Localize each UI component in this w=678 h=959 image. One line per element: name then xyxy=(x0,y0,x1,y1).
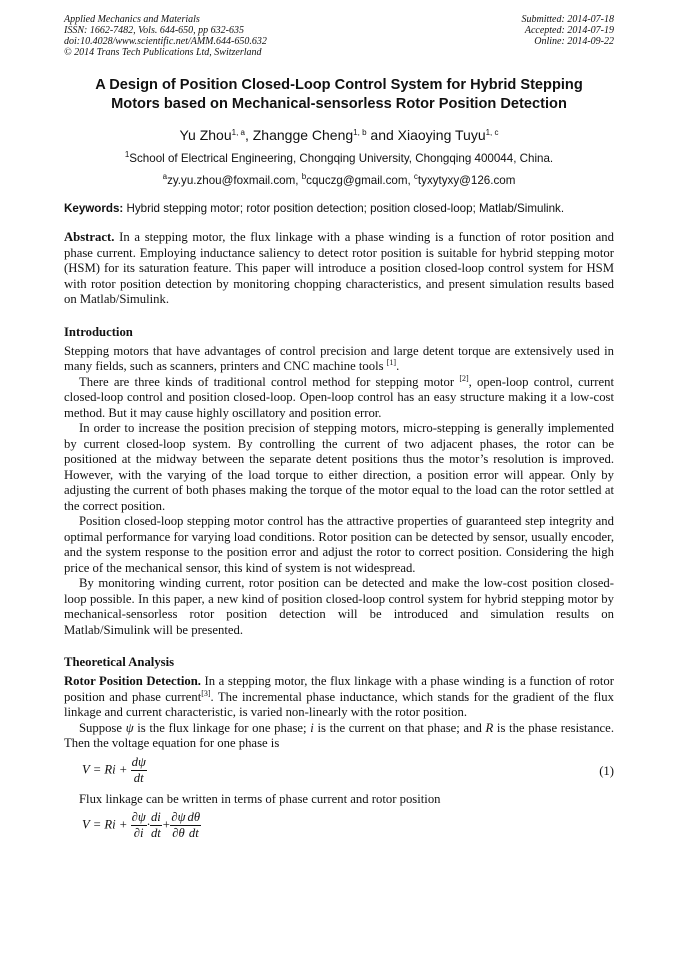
fraction-denominator: ∂θ xyxy=(172,826,185,840)
paragraph-text: Stepping motors that have advantages of control precision and large detent torque are extensively used in many fields, such as scanners, printers and CNC machine tools xyxy=(64,343,614,373)
email-mark: a xyxy=(162,172,168,181)
paragraph-text: , open-loop control, current closed-loop control and position closed-loop. Open-loop control has an easy structure making it a low-cost method. But it may cause highly oscillatory and position error. xyxy=(64,374,614,420)
citation[interactable]: [1] xyxy=(386,358,397,367)
accepted-date: Accepted: 2014-07-19 xyxy=(524,25,614,36)
author-separator: , xyxy=(244,127,253,143)
author-emails xyxy=(64,174,614,187)
journal-name: Applied Mechanics and Materials xyxy=(64,14,200,25)
keywords xyxy=(64,202,614,215)
fraction xyxy=(170,810,186,841)
paragraph-text: There are three kinds of traditional control method for stepping motor xyxy=(79,374,460,389)
author-name: Zhangge Cheng xyxy=(252,127,354,143)
symbol: i xyxy=(310,720,314,735)
paragraph-text: is the current on that phase; and xyxy=(313,720,486,735)
abstract-text: In a stepping motor, the flux linkage with a phase winding is a function of rotor position and phase current. Employing inductance saliency to detect rotor position is suitable for hybrid stepping motor (HSM) for its saturation feature. This paper will introduce a position closed-loop control system for HSM with rotor position detection by monitoring chopping characteristics, and present simulation results based on Matlab/Simulink. xyxy=(64,230,614,306)
equation-2 xyxy=(64,807,614,847)
fraction-numerator: dθ xyxy=(187,810,201,824)
affiliation xyxy=(64,152,614,165)
title-line-1: A Design of Position Closed-Loop Control System for Hybrid Stepping xyxy=(95,77,583,93)
author-affil-mark: 1, c xyxy=(485,128,499,137)
paragraph xyxy=(64,721,614,752)
fraction-numerator: ∂ψ xyxy=(171,810,186,824)
operator: + xyxy=(161,817,171,832)
author-name: Xiaoying Tuyu xyxy=(397,127,486,143)
author-separator: and xyxy=(366,127,398,143)
operator: · xyxy=(146,817,150,832)
paragraph-text: . xyxy=(396,359,400,373)
email-link[interactable]: zy.yu.zhou@foxmail.com, xyxy=(167,174,302,187)
fraction-numerator: dψ xyxy=(131,754,146,769)
equation-number: (1) xyxy=(599,763,614,778)
fraction-numerator: ∂ψ xyxy=(131,810,146,824)
email-mark: c xyxy=(413,172,418,181)
paper-page xyxy=(64,14,614,847)
email-link[interactable]: cquczg@gmail.com, xyxy=(306,174,414,187)
publication-dates xyxy=(522,14,615,58)
author-name: Yu Zhou xyxy=(179,127,232,143)
citation[interactable]: [3] xyxy=(201,688,211,698)
fraction-numerator: di xyxy=(150,810,161,824)
affiliation-mark: 1 xyxy=(124,150,130,159)
fraction xyxy=(150,810,162,841)
fraction-denominator: ∂i xyxy=(133,826,144,840)
paragraph-text: Suppose xyxy=(79,720,126,735)
paragraph: In order to increase the position precision of stepping motors, micro-stepping is generally implemented by current closed-loop system. By controlling the current of two adjacent phases, the rotor can be positioned at the midway between the separate detent positions thus the motor’s resolution is improved. However, with the varying of the load torque to either direction, a position error will appear. Only by adjusting the current of both phases making the torque of the motor equal to the load can the rotor settled at the correct position. xyxy=(64,421,614,513)
fraction xyxy=(187,810,202,841)
paragraph-text: . The incremental phase inductance, which stands for the gradient of the flux linkage and current characteristic, is varied non-linearly with the rotor position. xyxy=(64,689,614,719)
journal-info xyxy=(64,14,267,58)
journal-header xyxy=(64,14,614,58)
issn: ISSN: 1662-7482, Vols. 644-650, pp 632-635 xyxy=(64,25,244,36)
author-affil-mark: 1, b xyxy=(353,128,367,137)
submitted-date: Submitted: 2014-07-18 xyxy=(521,14,614,25)
equation-lhs: V = Ri + xyxy=(82,817,131,832)
copyright: © 2014 Trans Tech Publications Ltd, Switzerland xyxy=(64,47,262,58)
paragraph xyxy=(64,375,614,422)
author-list xyxy=(64,127,614,143)
fraction-denominator: dt xyxy=(150,826,161,840)
doi[interactable]: doi:10.4028/www.scientific.net/AMM.644-650.632 xyxy=(64,36,267,47)
fraction-denominator: dt xyxy=(188,826,199,840)
title-line-2: Motors based on Mechanical-sensorless Rotor Position Detection xyxy=(111,96,567,112)
paragraph: Flux linkage can be written in terms of phase current and rotor position xyxy=(79,791,441,806)
citation[interactable]: [2] xyxy=(459,373,469,383)
paragraph-text: is the flux linkage for one phase; xyxy=(133,720,311,735)
online-date: Online: 2014-09-22 xyxy=(534,36,614,47)
paragraph-text: In a stepping motor, the flux linkage with a phase winding is a function of rotor position and phase current xyxy=(64,674,614,704)
keywords-label: Keywords: xyxy=(64,202,124,215)
paragraph xyxy=(64,674,614,721)
keywords-text: Hybrid stepping motor; rotor position detection; position closed-loop; Matlab/Simulink. xyxy=(123,202,565,215)
email-mark: b xyxy=(301,172,307,181)
paragraph-text: is the phase resistance. Then the voltage equation for one phase is xyxy=(64,720,614,750)
abstract xyxy=(64,230,614,308)
author-affil-mark: 1, a xyxy=(231,128,245,137)
affiliation-text: School of Electrical Engineering, Chongqing University, Chongqing 400044, China. xyxy=(129,152,554,165)
section-heading-introduction: Introduction xyxy=(64,324,133,339)
paper-title xyxy=(64,76,614,114)
subsection-heading: Rotor Position Detection. xyxy=(64,674,201,688)
symbol: ψ xyxy=(125,720,134,735)
abstract-label: Abstract. xyxy=(64,230,115,244)
email-link[interactable]: tyxytyxy@126.com xyxy=(417,174,516,187)
symbol: R xyxy=(485,720,494,735)
paragraph xyxy=(64,344,614,375)
section-heading-theory: Theoretical Analysis xyxy=(64,655,175,669)
equation-lhs: V = Ri + xyxy=(82,761,131,776)
fraction-denominator: dt xyxy=(133,770,144,785)
fraction xyxy=(131,810,147,841)
paragraph: By monitoring winding current, rotor position can be detected and make the low-cost position closed-loop possible. In this paper, a new kind of position closed-loop control system for hybrid stepping motor by mechanical-sensorless rotor position detection will be introduced and simulation results on Matlab/Simulink will be presented. xyxy=(64,576,614,637)
paragraph: Position closed-loop stepping motor control has the attractive properties of guaranteed step integrity and optimal performance for varying load conditions. Rotor position can be detected by sensor, usually encoder, and the system response to the position error and adjust the rotor to correct position. Considering the high price of the mechanical sensor, this kind of system is not widespread. xyxy=(64,514,614,575)
equation-1 xyxy=(64,752,614,792)
fraction xyxy=(131,755,147,786)
